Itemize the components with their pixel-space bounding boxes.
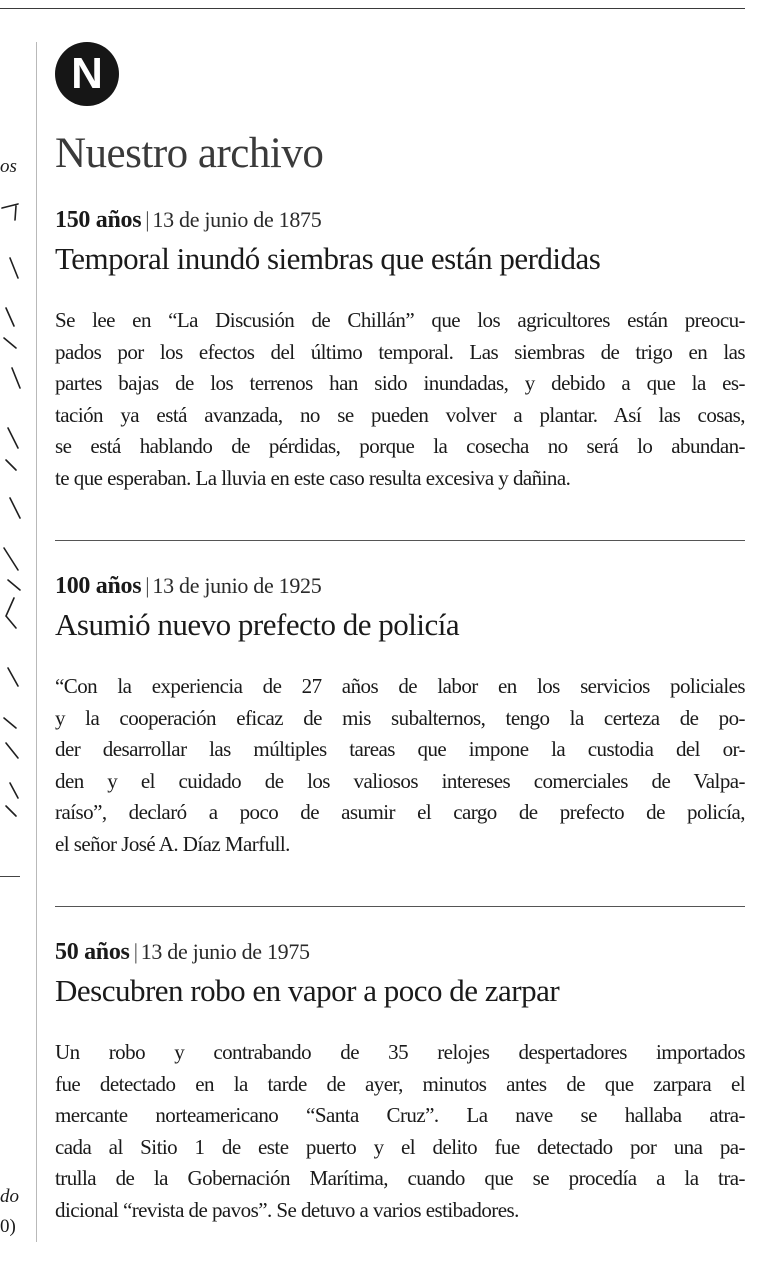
top-rule (0, 8, 745, 9)
entry-divider (55, 540, 745, 541)
entry-date: 13 de junio de 1875 (152, 207, 322, 232)
archive-entry (55, 205, 745, 494)
entry-date: 13 de junio de 1925 (152, 573, 322, 598)
meta-separator: | (145, 573, 150, 598)
body-line: partes bajas de los terrenos han sido inundadas, y debido a que la es- (55, 371, 745, 395)
adjacent-text-fragment: 0) (0, 1216, 16, 1237)
archive-entry (55, 571, 745, 860)
adjacent-text-fragment: os (0, 156, 17, 177)
entry-meta (55, 937, 745, 967)
meta-separator: | (133, 939, 138, 964)
body-line: den y el cuidado de los valiosos intereses comerciales de Valpa- (55, 768, 745, 793)
body-line: te que esperaban. La lluvia en este caso resulta excesiva y dañina. (55, 465, 571, 490)
adjacent-column-fragment (0, 0, 24, 1284)
entry-date: 13 de junio de 1975 (140, 939, 310, 964)
section-logo: N (55, 42, 119, 106)
column-divider (36, 42, 37, 1242)
meta-separator: | (145, 207, 150, 232)
entry-body (55, 305, 745, 494)
body-line: raíso”, declaró a poco de asumir el cargo de prefecto de policía, (55, 800, 745, 824)
body-line: el señor José A. Díaz Marfull. (55, 831, 290, 856)
body-line: “Con la experiencia de 27 años de labor en los servicios policiales (55, 674, 745, 698)
entry-years: 100 años (55, 573, 142, 599)
body-line: der desarrollar las múltiples tareas que impone la custodia del or- (55, 737, 745, 761)
body-line: dicional “revista de pavos”. Se detuvo a varios estibadores. (55, 1197, 519, 1222)
body-line: pados por los efectos del último temporal. Las siembras de trigo en las (55, 339, 745, 364)
entry-divider (55, 906, 745, 907)
archive-entry (55, 937, 745, 1226)
entry-headline: Temporal inundó siembras que están perdidas (55, 241, 601, 276)
body-line: se está hablando de pérdidas, porque la cosecha no será lo abundan- (55, 434, 745, 458)
entry-meta (55, 571, 745, 601)
adjacent-text-fragment: do (0, 1186, 19, 1207)
section-title: Nuestro archivo (55, 130, 324, 177)
body-line: cada al Sitio 1 de este puerto y el delito fue detectado por una pa- (55, 1134, 745, 1159)
entry-headline: Asumió nuevo prefecto de policía (55, 607, 460, 642)
body-line: y la cooperación eficaz de mis subalternos, tengo la certeza de po- (55, 705, 745, 730)
adjacent-illustration-fragment (0, 198, 24, 828)
body-line: fue detectado en la tarde de ayer, minutos antes de que zarpara el (55, 1071, 745, 1096)
entry-meta (55, 205, 745, 235)
body-line: mercante norteamericano “Santa Cruz”. La nave se hallaba atra- (55, 1103, 745, 1127)
entry-headline: Descubren robo en vapor a poco de zarpar (55, 973, 560, 1008)
body-line: tación ya está avanzada, no se pueden volver a plantar. Así las cosas, (55, 402, 745, 427)
body-line: Se lee en “La Discusión de Chillán” que los agricultores están preocu- (55, 308, 745, 332)
entry-years: 150 años (55, 207, 142, 233)
entry-body (55, 1037, 745, 1226)
body-line: Un robo y contrabando de 35 relojes despertadores importados (55, 1040, 745, 1064)
body-line: trulla de la Gobernación Marítima, cuando que se procedía a la tra- (55, 1166, 745, 1190)
entry-years: 50 años (55, 939, 130, 965)
adjacent-rule (0, 876, 20, 877)
entry-body (55, 671, 745, 860)
